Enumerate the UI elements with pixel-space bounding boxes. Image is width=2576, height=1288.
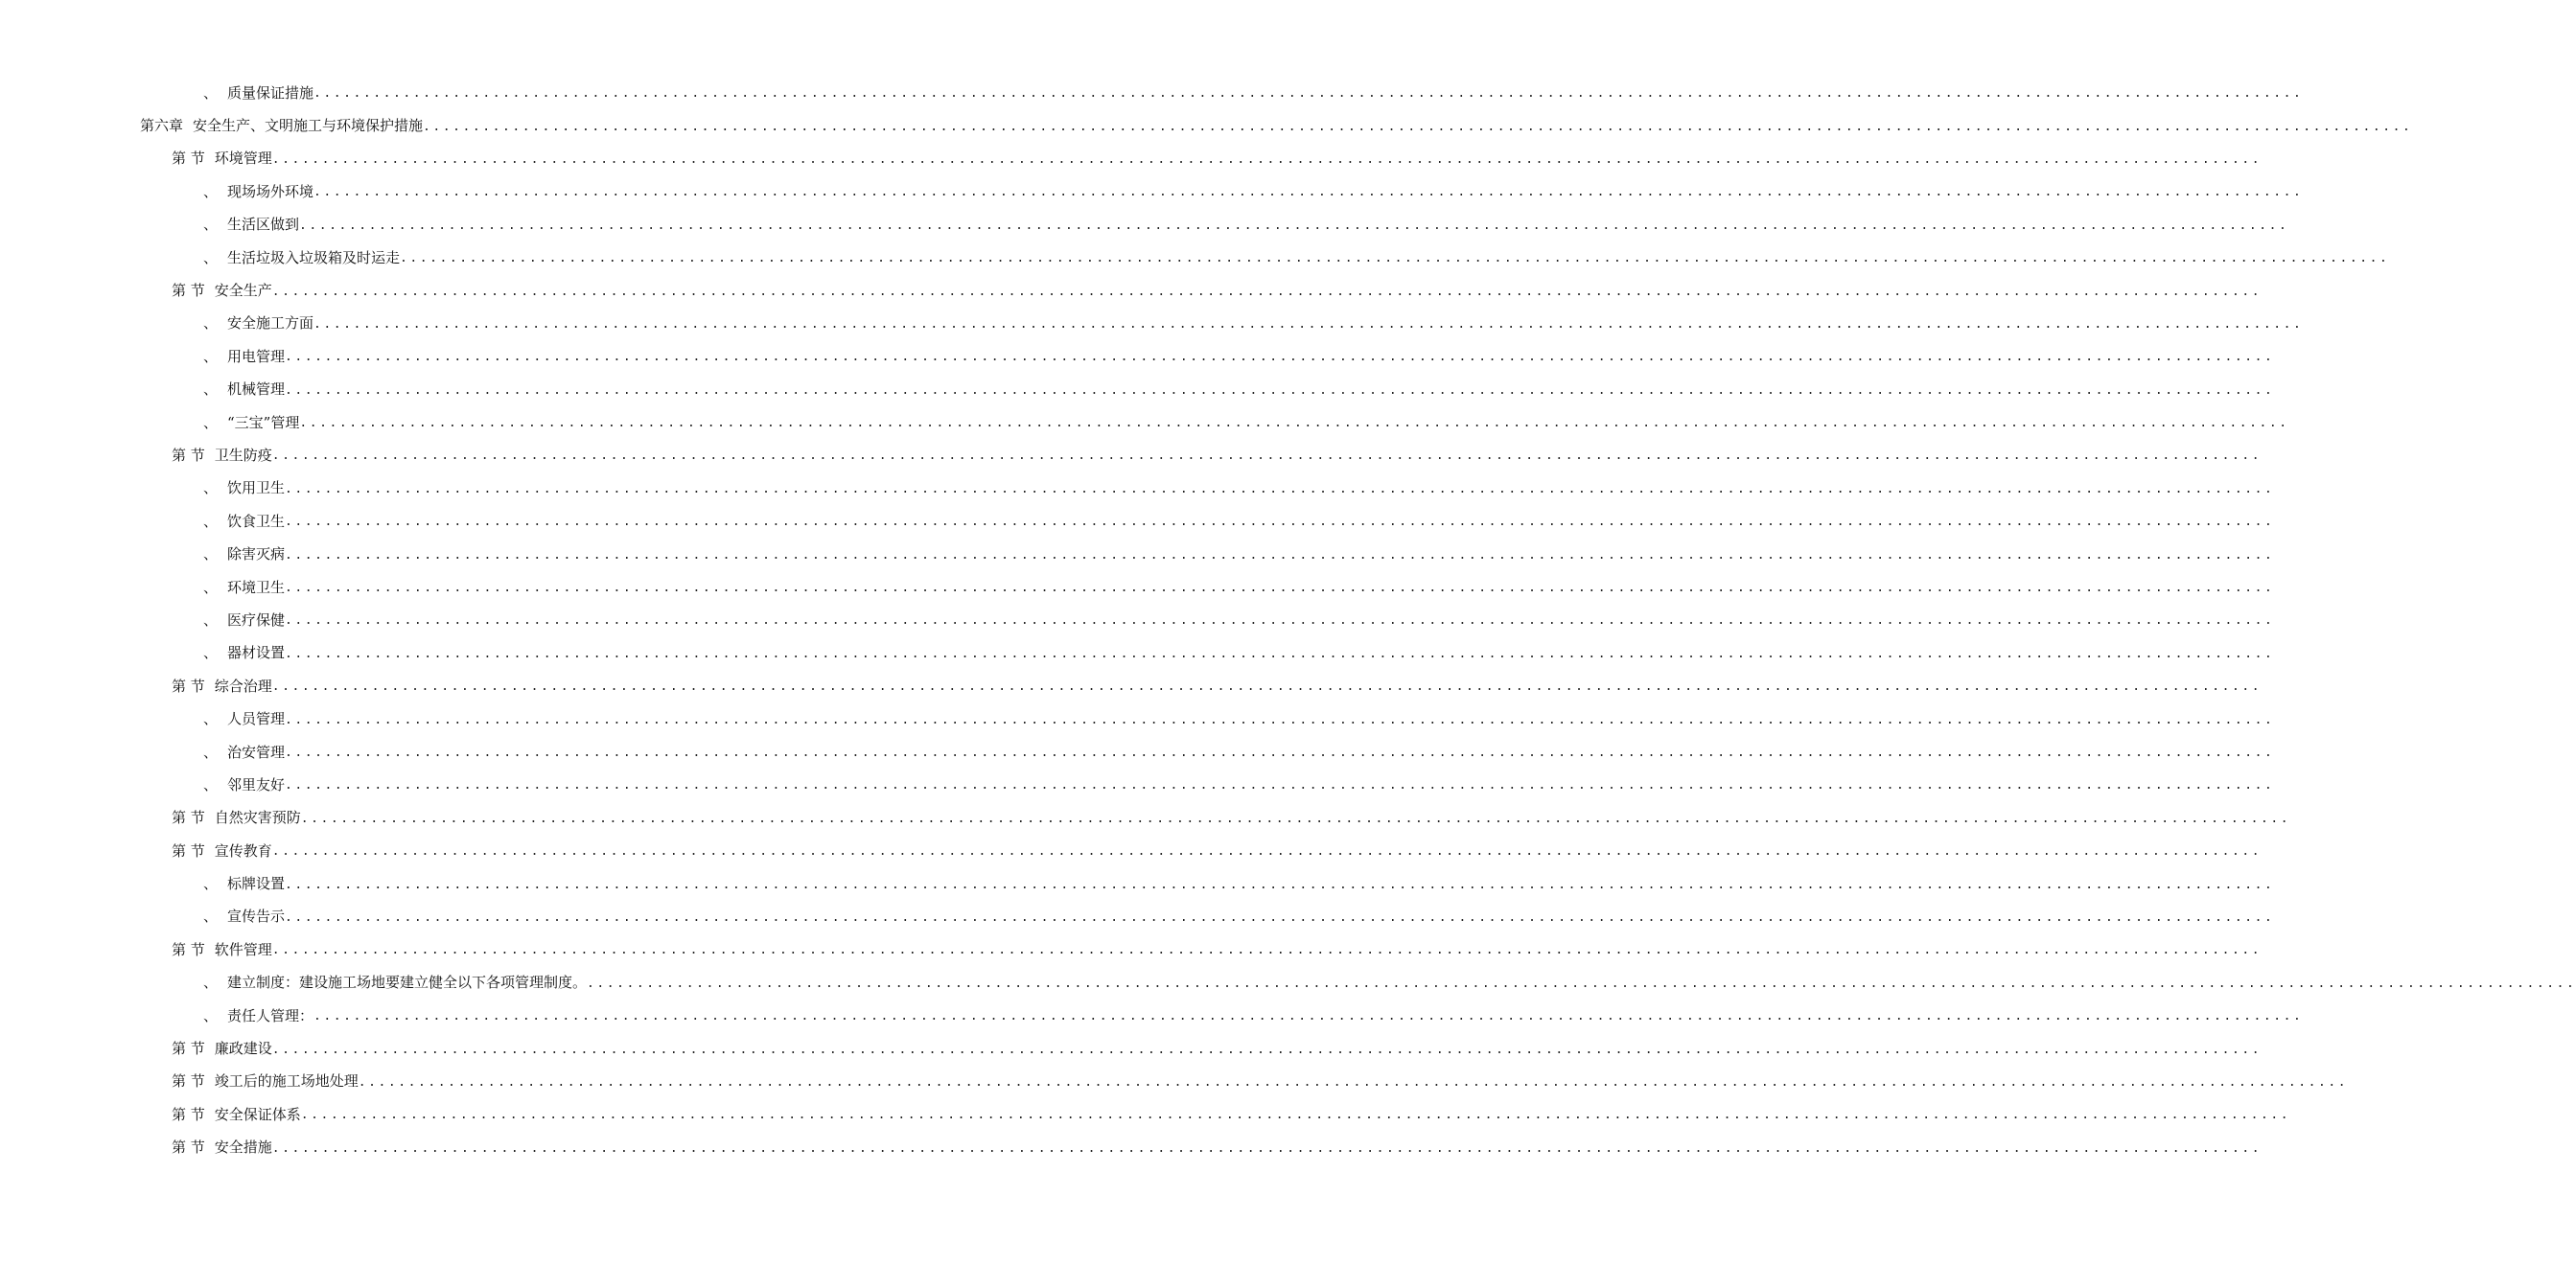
toc-entry[interactable]: [0, 900, 2275, 932]
toc-entry[interactable]: [0, 108, 2413, 141]
toc-entry[interactable]: [0, 174, 2304, 207]
toc-entry[interactable]: [0, 866, 2275, 899]
toc-entry-number: 、: [203, 347, 219, 365]
toc-entry-title: 安全生产: [214, 282, 272, 300]
toc-entry[interactable]: [0, 438, 2263, 471]
toc-dot-leader: ........................................................................................................................................................................................................: [299, 416, 2289, 431]
toc-entry[interactable]: [0, 405, 2289, 438]
toc-dot-leader: ........................................................................................................................................................................................................: [313, 316, 2304, 332]
toc-entry-number: 第 节: [172, 1105, 205, 1123]
toc-dot-leader: ........................................................................................................................................................................................................: [271, 151, 2263, 167]
toc-entry-number: 、: [203, 512, 219, 530]
toc-entry-number: 、: [203, 908, 219, 926]
toc-dot-leader: ........................................................................................................................................................................................................: [285, 547, 2275, 563]
toc-entry-title: 治安管理: [227, 743, 286, 761]
toc-entry-number: 、: [203, 216, 219, 234]
toc-entry[interactable]: [0, 307, 2304, 339]
toc-entry-title: 廉政建设: [214, 1040, 272, 1058]
toc-entry[interactable]: [0, 999, 2304, 1031]
toc-dot-leader: ........................................................................................................................................................................................................: [285, 481, 2275, 496]
toc-entry-number: 、: [203, 644, 219, 662]
toc-entry[interactable]: [0, 472, 2275, 504]
toc-dot-leader: ........................................................................................................................................................................................................: [285, 646, 2275, 661]
toc-entry[interactable]: [0, 702, 2275, 734]
toc-entry-number: 第 节: [172, 1040, 205, 1058]
toc-entry[interactable]: [0, 339, 2275, 372]
toc-dot-leader: ........................................................................................................................................................................................................: [299, 218, 2289, 233]
toc-entry-number: 、: [203, 743, 219, 761]
toc-entry-title: 生活垃圾入垃圾箱及时运走: [227, 248, 401, 266]
toc-entry-title: 安全生产、文明施工与环境保护措施: [193, 117, 424, 135]
toc-dot-leader: ........................................................................................................................................................................................................: [271, 284, 2263, 299]
toc-entry-number: 、: [203, 1006, 219, 1024]
toc-entry-title: “三宝”管理: [227, 413, 300, 431]
toc-entry-title: 器材设置: [227, 644, 286, 662]
toc-entry[interactable]: [0, 768, 2275, 800]
toc-entry-title: 饮食卫生: [227, 512, 286, 530]
toc-entry-number: 、: [203, 380, 219, 399]
toc-entry-number: 第六章: [140, 117, 184, 135]
toc-dot-leader: ........................................................................................................................................................................................................: [285, 877, 2275, 892]
toc-dot-leader: ........................................................................................................................................................................................................: [271, 844, 2263, 860]
toc-entry-number: 第 节: [172, 282, 205, 300]
toc-entry-title: 用电管理: [227, 347, 286, 365]
toc-entry-title: 机械管理: [227, 380, 286, 399]
toc-entry-title: 环境管理: [214, 150, 272, 168]
toc-entry-number: 第 节: [172, 1072, 205, 1091]
toc-entry-title: 宣传教育: [214, 841, 272, 860]
toc-entry-title: 生活区做到: [227, 216, 300, 234]
toc-entry[interactable]: [0, 636, 2275, 669]
toc-entry-number: 、: [203, 314, 219, 333]
toc-entry-number: 第 节: [172, 841, 205, 860]
toc-dot-leader: ........................................................................................................................................................................................................: [285, 712, 2275, 727]
toc-entry-number: 、: [203, 83, 219, 102]
toc-entry-title: 安全措施: [214, 1138, 272, 1157]
toc-entry-number: 、: [203, 182, 219, 200]
toc-entry[interactable]: [0, 504, 2275, 537]
toc-dot-leader: ........................................................................................................................................................................................................: [313, 1009, 2304, 1024]
toc-entry-title: 软件管理: [214, 940, 272, 958]
toc-entry[interactable]: [0, 537, 2275, 569]
toc-dot-leader: ........................................................................................................................................................................................................: [285, 382, 2275, 398]
toc-entry[interactable]: [0, 1131, 2263, 1163]
toc-entry[interactable]: [0, 1031, 2263, 1064]
toc-entry-number: 第 节: [172, 446, 205, 464]
toc-dot-leader: ........................................................................................................................................................................................................: [300, 1108, 2291, 1123]
toc-dot-leader: ........................................................................................................................................................................................................: [313, 185, 2304, 200]
toc-entry-number: 第 节: [172, 809, 205, 827]
toc-entry-title: 宣传告示: [227, 908, 286, 926]
toc-entry-title: 标牌设置: [227, 875, 286, 893]
toc-entry-title: 卫生防疫: [214, 446, 272, 464]
toc-entry[interactable]: [0, 669, 2263, 702]
toc-dot-leader: ........................................................................................................................................................................................................: [587, 976, 2576, 991]
toc-entry[interactable]: [0, 373, 2275, 405]
toc-dot-leader: ........................................................................................................................................................................................................: [271, 448, 2263, 464]
toc-entry[interactable]: [0, 1065, 2349, 1097]
toc-dot-leader: ........................................................................................................................................................................................................: [285, 515, 2275, 530]
toc-dot-leader: ........................................................................................................................................................................................................: [271, 943, 2263, 958]
toc-dot-leader: ........................................................................................................................................................................................................: [358, 1074, 2349, 1090]
toc-entry[interactable]: [0, 76, 2304, 108]
toc-entry-number: 第 节: [172, 150, 205, 168]
toc-entry-number: 、: [203, 545, 219, 564]
toc-entry-title: 邻里友好: [227, 775, 286, 794]
toc-entry-title: 竣工后的施工场地处理: [214, 1072, 359, 1091]
toc-entry-title: 医疗保健: [227, 610, 286, 629]
toc-entry-number: 、: [203, 578, 219, 596]
toc-entry-number: 第 节: [172, 677, 205, 695]
toc-entry[interactable]: [0, 241, 2390, 273]
toc-entry-title: 饮用卫生: [227, 479, 286, 497]
toc-entry-number: 、: [203, 710, 219, 728]
toc-dot-leader: ........................................................................................................................................................................................................: [423, 119, 2413, 134]
toc-dot-leader: ........................................................................................................................................................................................................: [285, 909, 2275, 925]
toc-entry-number: 、: [203, 413, 219, 431]
toc-entry-title: 安全施工方面: [227, 314, 314, 333]
toc-dot-leader: ........................................................................................................................................................................................................: [285, 778, 2275, 794]
toc-dot-leader: ........................................................................................................................................................................................................: [400, 251, 2390, 266]
toc-entry-number: 第 节: [172, 1138, 205, 1157]
toc-entry-title: 建立制度：建设施工场地要建立健全以下各项管理制度。: [227, 974, 588, 992]
toc-entry-title: 质量保证措施: [227, 83, 314, 102]
toc-entry-number: 第 节: [172, 940, 205, 958]
toc-entry[interactable]: [0, 1097, 2291, 1130]
toc-entry[interactable]: [0, 570, 2275, 603]
toc-entry-number: 、: [203, 775, 219, 794]
toc-dot-leader: ........................................................................................................................................................................................................: [271, 1042, 2263, 1057]
toc-dot-leader: ........................................................................................................................................................................................................: [285, 613, 2275, 629]
toc-entry-title: 综合治理: [214, 677, 272, 695]
toc-entry-number: 、: [203, 974, 219, 992]
toc-entry-number: 、: [203, 479, 219, 497]
toc-dot-leader: ........................................................................................................................................................................................................: [285, 581, 2275, 596]
toc-dot-leader: ........................................................................................................................................................................................................: [285, 746, 2275, 760]
toc-entry-title: 人员管理: [227, 710, 286, 728]
toc-entry-title: 现场场外环境: [227, 182, 314, 200]
toc-entry-title: 自然灾害预防: [214, 809, 301, 827]
toc-entry[interactable]: [0, 801, 2291, 834]
toc-dot-leader: ........................................................................................................................................................................................................: [271, 1140, 2263, 1156]
toc-entry[interactable]: [0, 603, 2275, 635]
toc-entry-title: 除害灭病: [227, 545, 286, 564]
toc-entry[interactable]: [0, 142, 2263, 174]
toc-dot-leader: ........................................................................................................................................................................................................: [313, 86, 2304, 102]
toc-dot-leader: ........................................................................................................................................................................................................: [285, 350, 2275, 365]
toc-entry-number: 、: [203, 875, 219, 893]
toc-entry[interactable]: [0, 834, 2263, 866]
toc-entry-title: 责任人管理：: [227, 1006, 314, 1024]
table-of-contents: [0, 76, 2576, 1163]
toc-entry[interactable]: [0, 273, 2263, 306]
toc-entry-title: 安全保证体系: [214, 1105, 301, 1123]
toc-dot-leader: ........................................................................................................................................................................................................: [300, 811, 2291, 826]
toc-entry-title: 环境卫生: [227, 578, 286, 596]
toc-dot-leader: ........................................................................................................................................................................................................: [271, 679, 2263, 695]
toc-entry[interactable]: [0, 735, 2275, 768]
toc-entry[interactable]: [0, 932, 2263, 965]
toc-entry-number: 、: [203, 610, 219, 629]
toc-entry-number: 、: [203, 248, 219, 266]
toc-entry[interactable]: [0, 208, 2289, 241]
toc-entry[interactable]: [0, 966, 2576, 999]
